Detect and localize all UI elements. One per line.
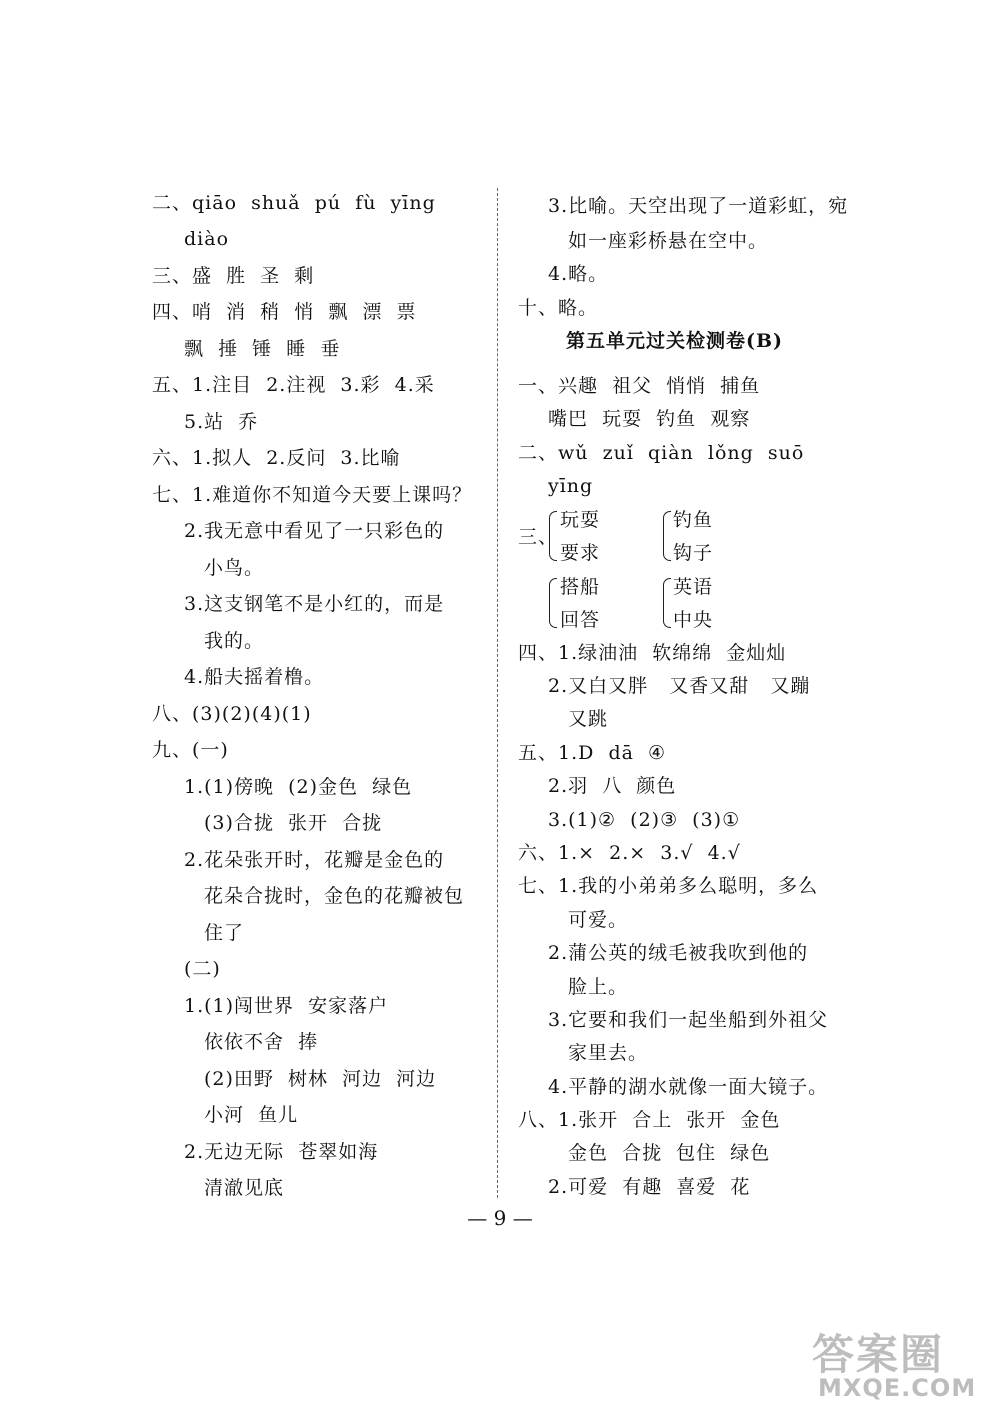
watermark-url: MXQE.COM — [818, 1374, 977, 1402]
word-item: 搭船 — [560, 576, 601, 598]
column-divider — [497, 188, 498, 1198]
answer-line: 六、1.× 2.× 3.√ 4.√ — [518, 842, 741, 864]
answer-line: 2.又白又胖 又香又甜 又蹦 — [548, 675, 811, 697]
word-item: 玩耍 — [560, 509, 601, 531]
answer-line: 十、略。 — [518, 297, 599, 319]
answer-line: 3.比喻。天空出现了一道彩虹，宛 — [548, 195, 849, 217]
word-item: 中央 — [673, 609, 714, 631]
answer-line: 我的。 — [204, 630, 265, 652]
answer-line: 2.我无意中看见了一只彩色的 — [184, 520, 445, 542]
watermark-text: 答案圈 — [812, 1330, 945, 1379]
answer-line: 九、(一) — [152, 739, 229, 761]
brace — [663, 578, 671, 628]
question-number: 三、 — [518, 526, 559, 548]
answer-line: 住了 — [204, 922, 245, 944]
answer-line: 嘴巴 玩耍 钓鱼 观察 — [548, 408, 751, 430]
answer-line: (3)合拢 张开 合拢 — [204, 812, 383, 834]
answer-line: 可爱。 — [568, 909, 629, 931]
answer-line: 七、1.难道你不知道今天要上课吗？ — [152, 484, 473, 506]
answer-line: 五、1.D dā ④ — [518, 742, 667, 764]
answer-line: 二、wǔ zuǐ qiàn lǒng suō — [518, 442, 805, 464]
answer-line: 飘 捶 锤 睡 垂 — [184, 338, 341, 360]
answer-line: 2.可爱 有趣 喜爱 花 — [548, 1176, 751, 1198]
word-item: 要求 — [560, 542, 601, 564]
word-item: 回答 — [560, 609, 601, 631]
answer-line: 依依不舍 捧 — [204, 1031, 319, 1053]
answer-line: 一、兴趣 祖父 悄悄 捕鱼 — [518, 375, 761, 397]
answer-line: 清澈见底 — [204, 1177, 285, 1199]
brace — [549, 578, 557, 628]
answer-line: 4.船夫摇着橹。 — [184, 666, 325, 688]
answer-line: (二) — [184, 958, 221, 980]
answer-line: 1.(1)傍晚 (2)金色 绿色 — [184, 776, 413, 798]
answer-line: 2.羽 八 颜色 — [548, 775, 677, 797]
answer-line: (2)田野 树林 河边 河边 — [204, 1068, 437, 1090]
answer-line: 三、盛 胜 圣 剩 — [152, 265, 315, 287]
word-item: 钩子 — [673, 542, 714, 564]
answer-line: 3.这支钢笔不是小红的，而是 — [184, 593, 445, 615]
answer-line: 小河 鱼儿 — [204, 1104, 299, 1126]
answer-line: 八、1.张开 合上 张开 金色 — [518, 1109, 781, 1131]
word-item: 英语 — [673, 576, 714, 598]
page-number: — 9 — — [467, 1206, 533, 1230]
answer-line: 四、哨 消 稍 悄 飘 漂 票 — [152, 301, 417, 323]
answer-line: 2.花朵张开时，花瓣是金色的 — [184, 849, 445, 871]
answer-line: 金色 合拢 包住 绿色 — [568, 1142, 771, 1164]
section-heading: 第五单元过关检测卷(B) — [566, 330, 784, 352]
answer-line: 又跳 — [568, 708, 609, 730]
answer-line: diào — [184, 228, 230, 250]
answer-line: 家里去。 — [568, 1042, 649, 1064]
answer-line: 八、(3)(2)(4)(1) — [152, 703, 312, 725]
brace — [549, 511, 557, 561]
answer-line: 七、1.我的小弟弟多么聪明，多么 — [518, 875, 819, 897]
answer-line: 六、1.拟人 2.反问 3.比喻 — [152, 447, 401, 469]
answer-line: 脸上。 — [568, 976, 629, 998]
answer-line: 1.(1)闯世界 安家落户 — [184, 995, 389, 1017]
answer-line: 3.(1)② (2)③ (3)① — [548, 809, 741, 831]
answer-line: 2.蒲公英的绒毛被我吹到他的 — [548, 942, 809, 964]
answer-line: 4.略。 — [548, 263, 609, 285]
watermark-logo — [812, 1322, 992, 1406]
brace — [663, 511, 671, 561]
word-item: 钓鱼 — [673, 509, 714, 531]
answer-line: 二、qiāo shuǎ pú fù yīng — [152, 192, 436, 214]
answer-line: 2.无边无际 苍翠如海 — [184, 1141, 379, 1163]
answer-line: 四、1.绿油油 软绵绵 金灿灿 — [518, 642, 787, 664]
answer-line: 3.它要和我们一起坐船到外祖父 — [548, 1009, 829, 1031]
answer-line: 五、1.注目 2.注视 3.彩 4.采 — [152, 374, 435, 396]
answer-line: 4.平静的湖水就像一面大镜子。 — [548, 1076, 829, 1098]
answer-line: 小鸟。 — [204, 557, 265, 579]
answer-line: 5.站 乔 — [184, 411, 259, 433]
answer-line: 花朵合拢时，金色的花瓣被包 — [204, 885, 465, 907]
answer-line: 如一座彩桥悬在空中。 — [568, 230, 769, 252]
answer-line: yīng — [548, 475, 594, 497]
